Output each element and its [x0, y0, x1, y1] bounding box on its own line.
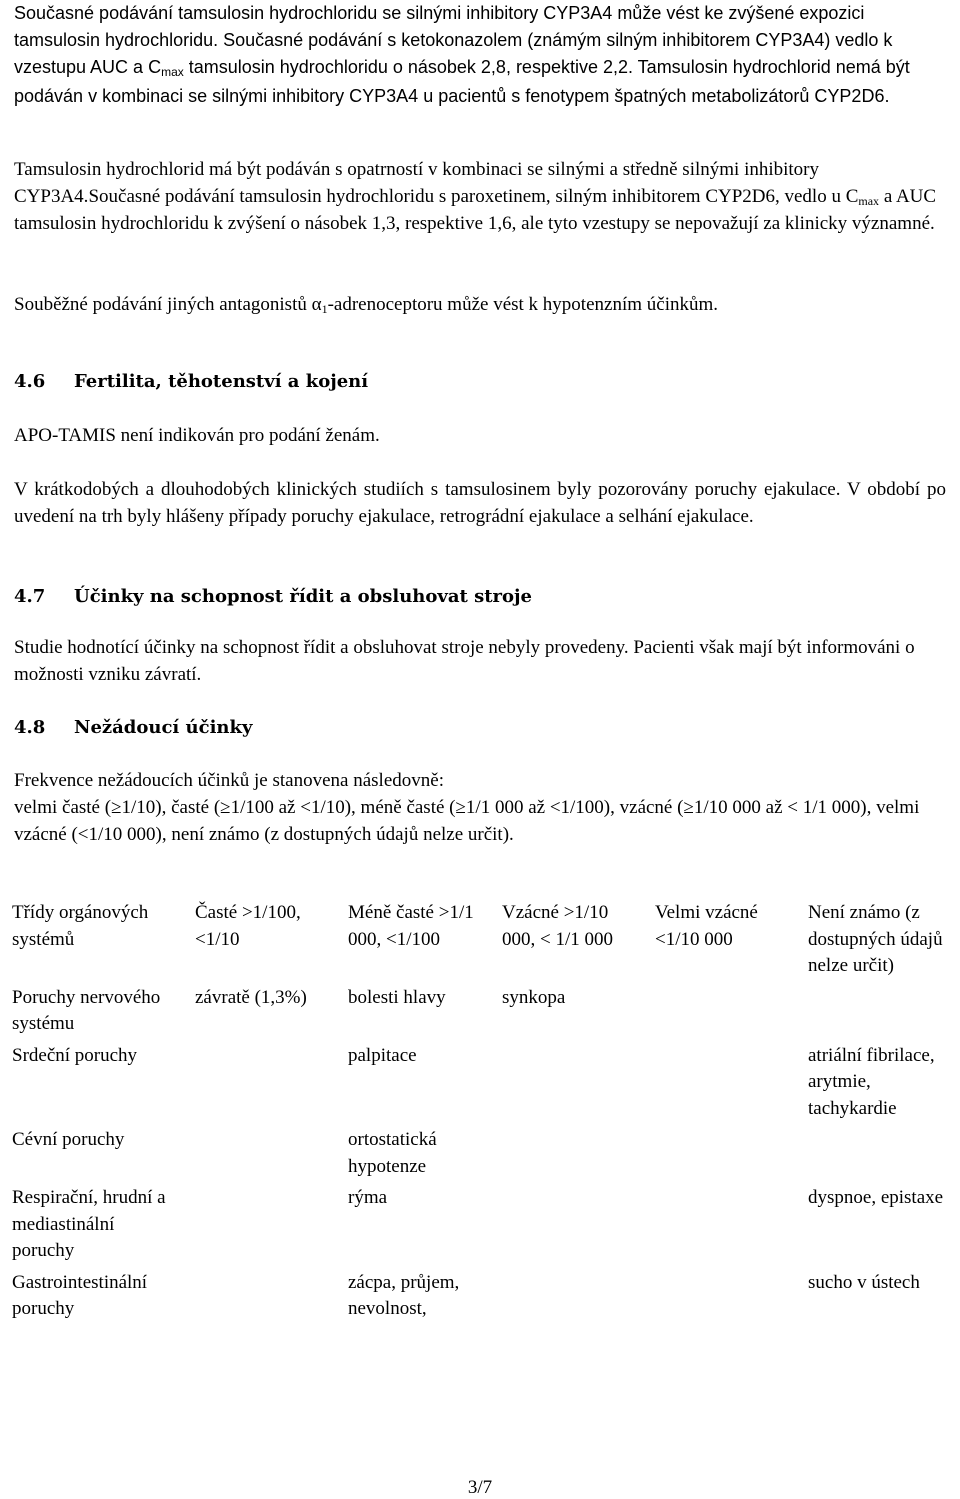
table-cell — [187, 1266, 340, 1324]
paragraph-paroxetine: Tamsulosin hydrochlorid má být podáván s opatrností v kombinaci se silnými a středně silnými inhibitory CYP3A4.Současné podávání tamsulosin hydrochloridu s paroxetinem, silným inhibitorem CYP2D6, vedlo u Cmax a AUC tamsulosin hydrochloridu k zvýšení o násobek 1,3, respektive 1,6, ale tyto vzestupy se nepovažují za klinicky významné. — [14, 159, 937, 234]
table-row — [4, 1266, 956, 1324]
table-cell: Respirační, hrudní a mediastinální poruchy — [12, 1187, 166, 1261]
table-header-cell: Není známo (z dostupných údajů nelze určit) — [808, 902, 943, 976]
table-cell — [494, 1266, 647, 1324]
subscript-max: max — [858, 193, 880, 208]
table-cell — [187, 1181, 340, 1266]
table-cell — [800, 981, 956, 1039]
page-number: 3/7 — [467, 1477, 493, 1498]
table-cell: Poruchy nervového systému — [12, 986, 161, 1034]
table-cell: palpitace — [348, 1044, 417, 1066]
paragraph-ejaculation: V krátkodobých a dlouhodobých klinických studiích s tamsulosinem byly pozorovány poruchy ejakulace. V období po uvedení na trh byly hlášeny případy poruchy ejakulace, retrográdní ejakulace a selhání ejakulace. — [14, 479, 946, 527]
table-cell — [187, 1039, 340, 1124]
table-cell: bolesti hlavy — [348, 986, 446, 1008]
table-cell: Srdeční poruchy — [12, 1044, 138, 1066]
table-cell: synkopa — [502, 986, 566, 1008]
subscript-one: 1 — [321, 302, 328, 316]
table-cell — [647, 1039, 800, 1124]
paragraph-not-indicated-women: APO-TAMIS není indikován pro podání ženám. — [14, 425, 380, 446]
table-cell — [800, 1123, 956, 1181]
table-cell — [647, 1266, 800, 1324]
table-cell — [647, 1123, 800, 1181]
table-cell — [647, 981, 800, 1039]
table-cell: Gastrointestinální poruchy — [12, 1271, 148, 1319]
table-cell — [647, 1181, 800, 1266]
table-cell: zácpa, průjem, nevolnost, — [348, 1271, 460, 1319]
table-header-cell: Méně časté >1/1 000, <1/100 — [348, 902, 474, 950]
subscript-max: max — [161, 65, 184, 79]
table-header-cell: Časté >1/100, <1/10 — [195, 902, 301, 950]
paragraph-driving: Studie hodnotící účinky na schopnost řídit a obsluhovat stroje nebyly provedeny. Pacienti však mají být informováni o možnosti vzniku závratí. — [14, 637, 915, 685]
table-row — [4, 1039, 956, 1124]
table-cell: rýma — [348, 1187, 388, 1208]
table-row — [4, 1181, 956, 1266]
section-heading-4-7: 4.7 Účinky na schopnost řídit a obsluhovat stroje — [14, 586, 532, 607]
paragraph-cyp3a4-inhibitors: Současné podávání tamsulosin hydrochloridu se silnými inhibitory CYP3A4 může vést ke zvýšené expozici tamsulosin hydrochloridu. Současné podávání s ketokonazolem (známým silným inhibitorem CYP3A4) vedlo k vzestupu AUC a Cmax tamsulosin hydrochloridu o násobek 2,8, respektive 2,2. Tamsulosin hydrochlorid nemá být podáván v kombinaci se silnými inhibitory CYP3A4 u pacientů s fenotypem špatných metabolizátorů CYP2D6. — [14, 3, 910, 106]
table-header-row — [4, 896, 956, 981]
table-row — [4, 981, 956, 1039]
paragraph-frequency-intro: Frekvence nežádoucích účinků je stanovena následovně: — [14, 770, 444, 791]
table-cell: závratě (1,3%) — [195, 986, 307, 1008]
section-heading-4-8: 4.8 Nežádoucí účinky — [14, 717, 253, 738]
table-header-cell: Velmi vzácné <1/10 000 — [655, 902, 758, 950]
table-cell: dyspnoe, epistaxe — [808, 1187, 944, 1208]
table-cell — [494, 1039, 647, 1124]
table-header-cell: Vzácné >1/10 000, < 1/1 000 — [502, 902, 613, 950]
table-cell: atriální fibrilace, arytmie, tachykardie — [808, 1044, 935, 1119]
paragraph-frequency-definitions: velmi časté (≥1/10), časté (≥1/100 až <1/10), méně časté (≥1/1 000 až <1/100), vzácné (≥1/10 000 až < 1/1 000), velmi vzácné (<1/10 000), není známo (z dostupných údajů nelze určit). — [14, 797, 920, 845]
table-cell: sucho v ústech — [808, 1271, 920, 1293]
table-cell: ortostatická hypotenze — [348, 1129, 437, 1177]
table-cell — [187, 1123, 340, 1181]
adverse-effects-table — [4, 896, 956, 1324]
table-cell — [494, 1123, 647, 1181]
table-cell: Cévní poruchy — [12, 1129, 125, 1150]
section-heading-4-6: 4.6 Fertilita, těhotenství a kojení — [14, 371, 369, 392]
table-cell — [494, 1181, 647, 1266]
paragraph-alpha-antagonists: Souběžné podávání jiných antagonistů α1-adrenoceptoru může vést k hypotenzním účinkům. — [14, 294, 718, 316]
table-header-cell: Třídy orgánových systémů — [12, 902, 149, 950]
table-row — [4, 1123, 956, 1181]
